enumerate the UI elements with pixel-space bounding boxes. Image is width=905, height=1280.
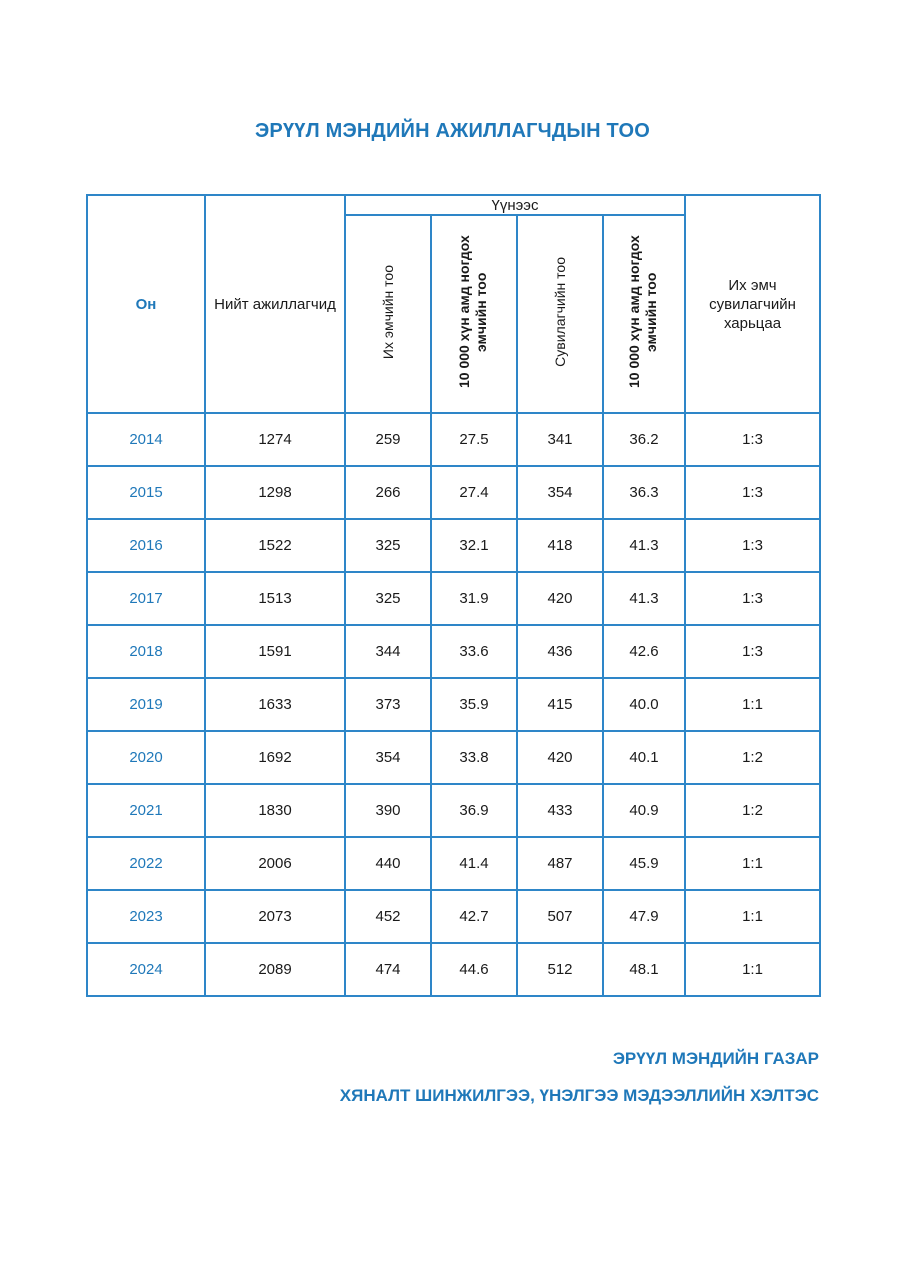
cell-nurses-per-10k: 40.0 [603,678,685,731]
cell-year: 2019 [87,678,205,731]
cell-doctors: 354 [345,731,431,784]
cell-total: 1633 [205,678,345,731]
cell-nurses-per-10k: 45.9 [603,837,685,890]
cell-nurses: 433 [517,784,603,837]
cell-nurses-per-10k: 41.3 [603,572,685,625]
cell-doctors: 452 [345,890,431,943]
cell-total: 1274 [205,413,345,466]
cell-total: 2089 [205,943,345,996]
table-row [87,572,820,625]
table-row [87,784,820,837]
page-title: ЭРҮҮЛ МЭНДИЙН АЖИЛЛАГЧДЫН ТОО [255,120,650,142]
cell-year: 2015 [87,466,205,519]
cell-nurses: 436 [517,625,603,678]
cell-total: 1298 [205,466,345,519]
cell-doctors: 373 [345,678,431,731]
header-ratio-label: Их эмч сувилагчийн харьцаа [709,276,796,332]
cell-total: 1522 [205,519,345,572]
table-row [87,519,820,572]
cell-nurses-per-10k: 42.6 [603,625,685,678]
cell-total: 1591 [205,625,345,678]
table-body [87,413,820,996]
cell-total: 1513 [205,572,345,625]
cell-ratio: 1:3 [685,519,820,572]
cell-doctors: 390 [345,784,431,837]
cell-doctors: 325 [345,519,431,572]
table-row [87,625,820,678]
cell-year: 2014 [87,413,205,466]
header-year: Он [87,195,205,413]
header-ratio [685,195,820,413]
header-nurses-per-10k [603,215,685,413]
cell-doctors: 344 [345,625,431,678]
cell-ratio: 1:3 [685,572,820,625]
cell-ratio: 1:2 [685,731,820,784]
cell-year: 2021 [87,784,205,837]
cell-doctors-per-10k: 44.6 [431,943,517,996]
cell-year: 2023 [87,890,205,943]
cell-nurses: 420 [517,731,603,784]
cell-nurses-per-10k: 40.9 [603,784,685,837]
cell-ratio: 1:1 [685,678,820,731]
header-doctors-per-10k-label: 10 000 хүн амд ногдох эмчийн тоо [456,235,489,389]
header-total: Нийт ажиллагчид [205,195,345,413]
cell-doctors: 440 [345,837,431,890]
cell-nurses-per-10k: 40.1 [603,731,685,784]
header-nurses [517,215,603,413]
cell-doctors-per-10k: 42.7 [431,890,517,943]
cell-ratio: 1:1 [685,890,820,943]
cell-doctors: 266 [345,466,431,519]
cell-nurses-per-10k: 41.3 [603,519,685,572]
cell-total: 2006 [205,837,345,890]
table-row [87,890,820,943]
header-nurses-per-10k-label: 10 000 хүн амд ногдох эмчийн тоо [626,235,659,389]
table-row [87,731,820,784]
cell-nurses: 415 [517,678,603,731]
cell-doctors-per-10k: 36.9 [431,784,517,837]
cell-total: 2073 [205,890,345,943]
cell-nurses-per-10k: 48.1 [603,943,685,996]
cell-ratio: 1:3 [685,413,820,466]
cell-year: 2024 [87,943,205,996]
cell-doctors-per-10k: 35.9 [431,678,517,731]
table-row [87,943,820,996]
cell-doctors-per-10k: 27.4 [431,466,517,519]
cell-nurses-per-10k: 47.9 [603,890,685,943]
cell-doctors-per-10k: 33.6 [431,625,517,678]
cell-doctors-per-10k: 31.9 [431,572,517,625]
cell-ratio: 1:1 [685,837,820,890]
header-doctors-per-10k [431,215,517,413]
table-row [87,413,820,466]
cell-doctors: 474 [345,943,431,996]
cell-doctors-per-10k: 33.8 [431,731,517,784]
cell-year: 2018 [87,625,205,678]
cell-doctors-per-10k: 32.1 [431,519,517,572]
header-group: Үүнээс [345,195,685,215]
cell-year: 2017 [87,572,205,625]
cell-nurses: 487 [517,837,603,890]
cell-doctors-per-10k: 27.5 [431,413,517,466]
cell-nurses-per-10k: 36.2 [603,413,685,466]
cell-nurses: 354 [517,466,603,519]
cell-ratio: 1:3 [685,625,820,678]
cell-ratio: 1:1 [685,943,820,996]
table-row [87,466,820,519]
cell-doctors: 259 [345,413,431,466]
cell-nurses-per-10k: 36.3 [603,466,685,519]
cell-ratio: 1:2 [685,784,820,837]
header-doctors [345,215,431,413]
cell-nurses: 341 [517,413,603,466]
cell-nurses: 418 [517,519,603,572]
cell-year: 2020 [87,731,205,784]
health-workers-table [86,194,821,997]
table-row [87,678,820,731]
cell-nurses: 420 [517,572,603,625]
cell-doctors-per-10k: 41.4 [431,837,517,890]
cell-total: 1830 [205,784,345,837]
cell-nurses: 507 [517,890,603,943]
cell-nurses: 512 [517,943,603,996]
cell-doctors: 325 [345,572,431,625]
cell-year: 2016 [87,519,205,572]
header-doctors-label: Их эмчийн тоо [379,264,396,360]
cell-total: 1692 [205,731,345,784]
table-row [87,837,820,890]
footer-department: ХЯНАЛТ ШИНЖИЛГЭЭ, ҮНЭЛГЭЭ МЭДЭЭЛЛИЙН ХЭЛТЭС [339,1086,819,1105]
header-nurses-label: Сувилагчийн тоо [551,257,568,367]
cell-ratio: 1:3 [685,466,820,519]
footer-organization: ЭРҮҮЛ МЭНДИЙН ГАЗАР [612,1049,819,1068]
cell-year: 2022 [87,837,205,890]
